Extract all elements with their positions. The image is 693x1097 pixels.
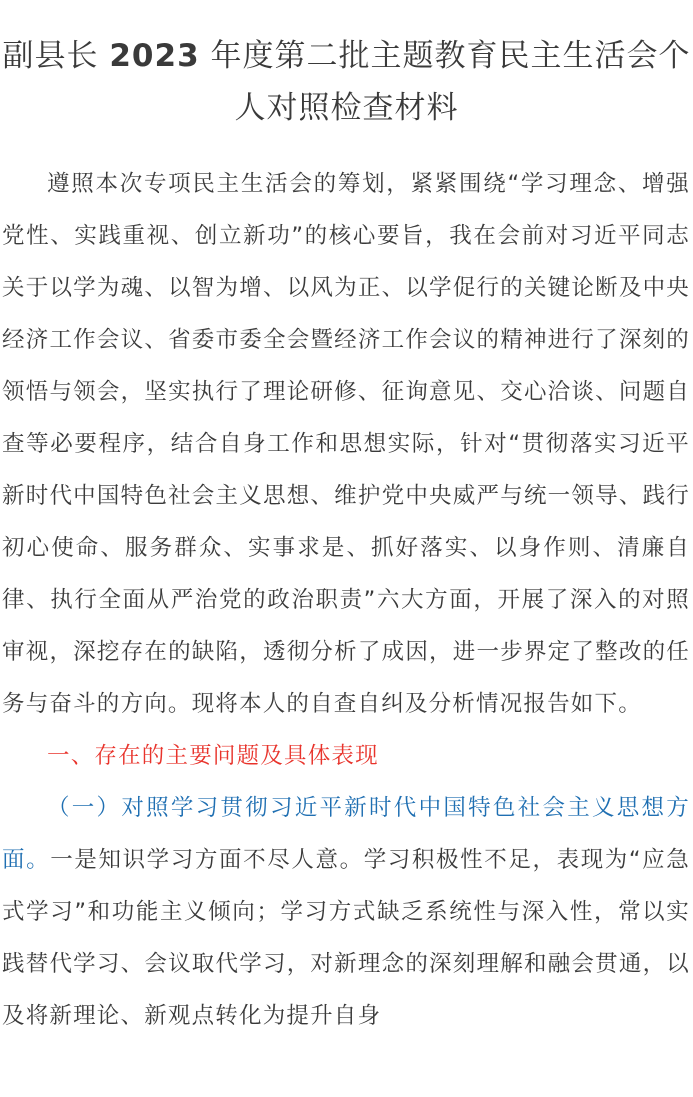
section-heading: 一、存在的主要问题及具体表现 bbox=[47, 743, 379, 769]
document-title bbox=[0, 30, 693, 134]
title-suffix: 年度第二批主题教育民主生活会个人对照检查材料 bbox=[210, 38, 691, 126]
intro-paragraph: 遵照本次专项民主生活会的筹划，紧紧围绕“学习理念、增强党性、实践重视、创立新功”的核心要旨，我在会前对习近平同志关于以学为魂、以智为增、以风为正、以学促行的关键论断及中央经济工作会议、省委市委全会暨经济工作会议的精神进行了深刻的领悟与领会，坚实执行了理论研修、征询意见、交心洽谈、问题自查等必要程序，结合自身工作和思想实际，针对“贯彻落实习近平新时代中国特色社会主义思想、维护党中央威严与统一领导、践行初心使命、服务群众、实事求是、抓好落实、以身作则、清廉自律、执行全面从严治党的政治职责”六大方面，开展了深入的对照审视，深挖存在的缺陷，透彻分析了成因，进一步界定了整改的任务与奋斗的方向。现将本人的自查自纠及分析情况报告如下。 bbox=[2, 171, 690, 717]
subsection-heading: （一）对照学习贯彻习近平新时代中国特色社会主义思想方面。 bbox=[2, 795, 690, 873]
title-year: 2023 bbox=[109, 38, 200, 74]
subsection-paragraph bbox=[2, 782, 690, 1042]
title-prefix: 副县长 bbox=[2, 38, 99, 74]
subsection-text: 一是知识学习方面不尽人意。学习积极性不足，表现为“应急式学习”和功能主义倾向；学习方式缺乏系统性与深入性，常以实践替代学习、会议取代学习，对新理念的深刻理解和融会贯通，以及将新理论、新观点转化为提升自身 bbox=[2, 847, 690, 1029]
document-body bbox=[2, 158, 690, 1042]
